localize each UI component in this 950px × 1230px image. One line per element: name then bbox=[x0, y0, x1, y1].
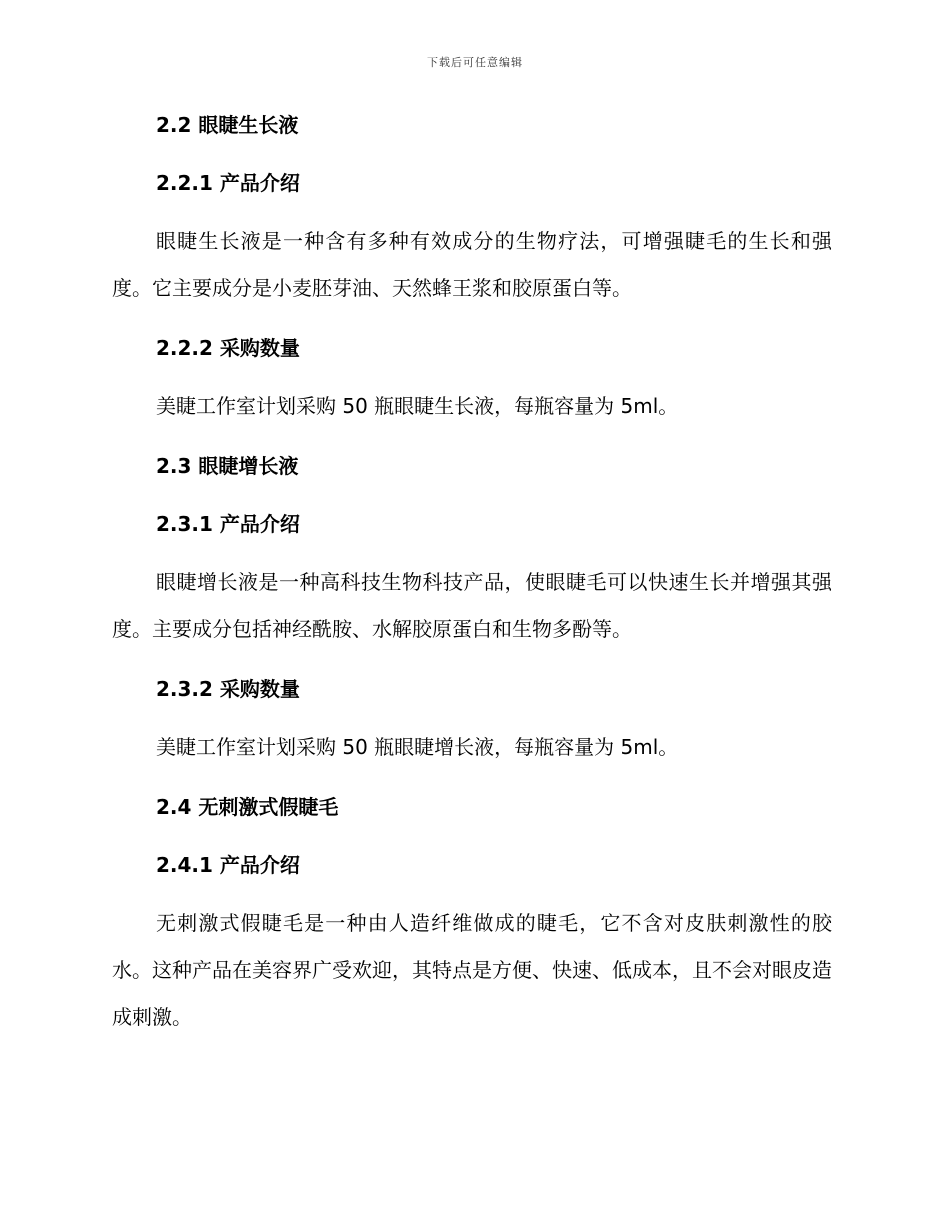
section-heading: 2.2 眼睫生长液 bbox=[156, 113, 299, 137]
body-paragraph: 美睫工作室计划采购 50 瓶眼睫生长液，每瓶容量为 5ml。 bbox=[156, 394, 679, 418]
page-header: 下载后可任意编辑 bbox=[427, 56, 523, 69]
body-paragraph: 无刺激式假睫毛是一种由人造纤维做成的睫毛，它不含对皮肤刺激性的胶水。这种产品在美容界广受欢迎，其特点是方便、快速、低成本，且不会对眼皮造成刺激。 bbox=[112, 911, 832, 1029]
body-paragraph: 眼睫生长液是一种含有多种有效成分的生物疗法，可增强睫毛的生长和强度。它主要成分是小麦胚芽油、天然蜂王浆和胶原蛋白等。 bbox=[112, 229, 832, 300]
body-paragraph: 眼睫增长液是一种高科技生物科技产品，使眼睫毛可以快速生长并增强其强度。主要成分包括神经酰胺、水解胶原蛋白和生物多酚等。 bbox=[112, 570, 832, 641]
section-heading: 2.4 无刺激式假睫毛 bbox=[156, 795, 339, 819]
section-heading: 2.3 眼睫增长液 bbox=[156, 454, 299, 478]
subsection-heading: 2.3.1 产品介绍 bbox=[156, 512, 300, 536]
body-paragraph: 美睫工作室计划采购 50 瓶眼睫增长液，每瓶容量为 5ml。 bbox=[156, 735, 679, 759]
subsection-heading: 2.2.2 采购数量 bbox=[156, 336, 300, 360]
document-body bbox=[112, 112, 832, 1064]
subsection-heading: 2.2.1 产品介绍 bbox=[156, 171, 300, 195]
subsection-heading: 2.4.1 产品介绍 bbox=[156, 853, 300, 877]
subsection-heading: 2.3.2 采购数量 bbox=[156, 677, 300, 701]
